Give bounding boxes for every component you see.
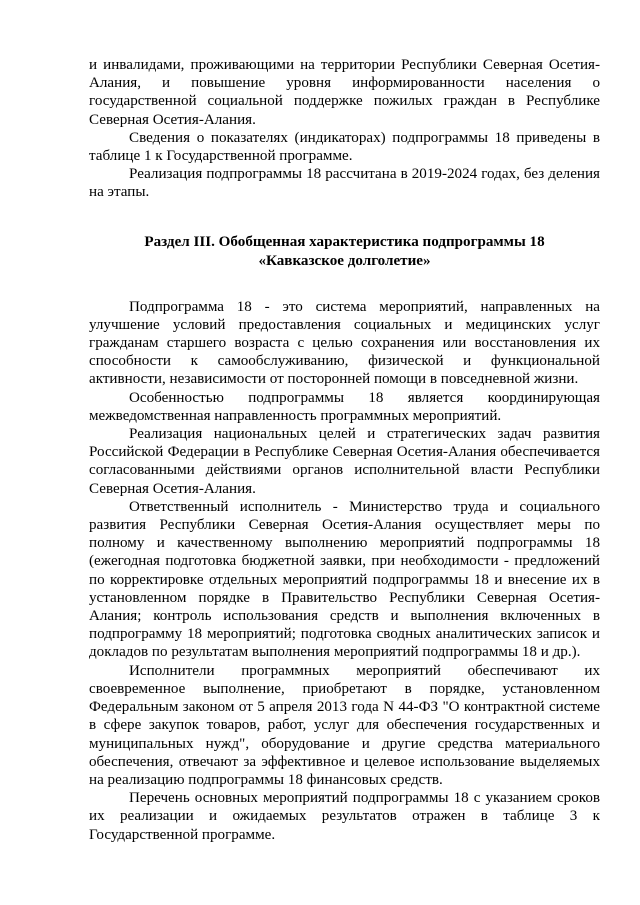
paragraph-subprogram-definition: Подпрограмма 18 - это система мероприятий, направленных на улучшение условий предоставления социальных и медицинских услуг гражданам старшего возраста с целью сохранения или восстановления их способности к самообслуживанию, физической и функциональной активности, независимости от посторонней помощи в повседневной жизни. bbox=[89, 298, 600, 388]
section-heading-subtitle: «Кавказское долголетие» bbox=[258, 252, 431, 269]
paragraph-national-goals: Реализация национальных целей и стратегических задач развития Российской Федерации в Республике Северная Осетия-Алания обеспечивается согласованными действиями органов исполнительной власти Республики Северная Осетия-Алания. bbox=[89, 426, 600, 497]
section-heading-title: Раздел III. Обобщенная характеристика подпрограммы 18 bbox=[144, 233, 545, 250]
paragraph-executors: Исполнители программных мероприятий обеспечивают их своевременное выполнение, приобретают в порядке, установленном Федеральным законом от 5 апреля 2013 года N 44-ФЗ "О контрактной системе в сфере закупок товаров, работ, услуг для обеспечения государственных и муниципальных нужд", оборудование и другие средства материального обеспечения, отвечают за эффективное и целевое использование выделяемых на реализацию подпрограммы 18 финансовых средств. bbox=[89, 662, 600, 788]
paragraph-subprogram-feature: Особенностью подпрограммы 18 является координирующая межведомственная направленность программных мероприятий. bbox=[89, 389, 600, 424]
document-page bbox=[89, 56, 600, 844]
section-heading bbox=[89, 233, 600, 271]
paragraph-implementation-period: Реализация подпрограммы 18 рассчитана в 2019-2024 годах, без деления на этапы. bbox=[89, 166, 600, 201]
paragraph-measures-list: Перечень основных мероприятий подпрограммы 18 с указанием сроков их реализации и ожидаемых результатов отражен в таблице 3 к Государственной программе. bbox=[89, 790, 600, 843]
paragraph-responsible-executor: Ответственный исполнитель - Министерство труда и социального развития Республики Северная Осетия-Алания осуществляет меры по полному и качественному выполнению мероприятий подпрограммы 18 (ежегодная подготовка бюджетной заявки, при необходимости - предложений по корректировке отдельных мероприятий подпрограммы 18 и внесение их в установленном порядке в Правительство Республики Северная Осетия-Алания; контроль использования средств и выполнения включенных в подпрограмму 18 мероприятий; подготовка сводных аналитических записок и докладов по результатам выполнения мероприятий подпрограммы 18 и др.). bbox=[89, 498, 600, 661]
paragraph-continuation: и инвалидами, проживающими на территории Республики Северная Осетия-Алания, и повышение уровня информированности населения о государственной социальной поддержке пожилых граждан в Республике Северная Осетия-Алания. bbox=[89, 57, 600, 128]
paragraph-indicators: Сведения о показателях (индикаторах) подпрограммы 18 приведены в таблице 1 к Государственной программе. bbox=[89, 129, 600, 165]
